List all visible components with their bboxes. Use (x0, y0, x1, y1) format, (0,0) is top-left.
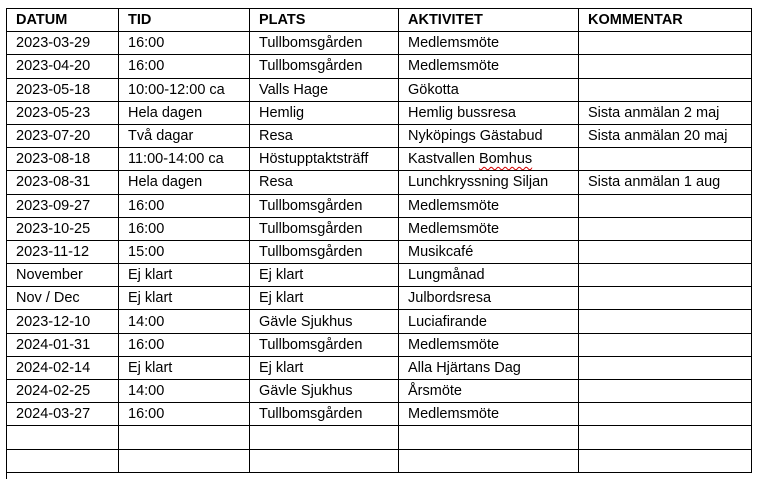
cell-datum[interactable]: 2023-08-31 (7, 171, 119, 194)
cell-datum[interactable]: 2023-05-18 (7, 78, 119, 101)
cell-aktivitet[interactable] (399, 426, 579, 449)
cell-kommentar[interactable]: Sista anmälan 20 maj (579, 124, 752, 147)
cell-datum[interactable]: 2023-07-20 (7, 124, 119, 147)
header-datum: DATUM (7, 9, 119, 32)
cell-plats[interactable] (250, 449, 399, 472)
cell-aktivitet[interactable]: Lunchkryssning Siljan (399, 171, 579, 194)
cell-datum[interactable]: Nov / Dec (7, 287, 119, 310)
cell-kommentar[interactable] (579, 264, 752, 287)
cell-plats[interactable]: Gävle Sjukhus (250, 310, 399, 333)
cell-aktivitet[interactable]: Medlemsmöte (399, 333, 579, 356)
cell-kommentar[interactable] (579, 194, 752, 217)
cell-tid[interactable]: Två dagar (119, 124, 250, 147)
cell-kommentar[interactable] (579, 380, 752, 403)
cell-aktivitet[interactable]: Julbordsresa (399, 287, 579, 310)
table-row (7, 101, 752, 124)
table-row (7, 171, 752, 194)
cell-datum[interactable] (7, 426, 119, 449)
cell-tid[interactable] (119, 449, 250, 472)
cell-tid[interactable]: 16:00 (119, 403, 250, 426)
cell-aktivitet[interactable]: Medlemsmöte (399, 403, 579, 426)
table-row (7, 194, 752, 217)
schedule-body (7, 32, 752, 473)
cell-kommentar[interactable] (579, 403, 752, 426)
page-edge-mark (6, 471, 7, 479)
cell-kommentar[interactable] (579, 240, 752, 263)
cell-plats[interactable]: Tullbomsgården (250, 403, 399, 426)
cell-aktivitet[interactable]: Lungmånad (399, 264, 579, 287)
cell-aktivitet[interactable] (399, 449, 579, 472)
cell-kommentar[interactable] (579, 426, 752, 449)
cell-aktivitet[interactable]: Nyköpings Gästabud (399, 124, 579, 147)
header-aktivitet: AKTIVITET (399, 9, 579, 32)
cell-tid[interactable]: 16:00 (119, 217, 250, 240)
cell-plats[interactable]: Tullbomsgården (250, 55, 399, 78)
cell-tid[interactable]: 16:00 (119, 55, 250, 78)
cell-kommentar[interactable]: Sista anmälan 2 maj (579, 101, 752, 124)
cell-plats[interactable]: Tullbomsgården (250, 333, 399, 356)
header-tid: TID (119, 9, 250, 32)
cell-tid[interactable]: Ej klart (119, 287, 250, 310)
cell-kommentar[interactable] (579, 356, 752, 379)
cell-aktivitet[interactable]: Luciafirande (399, 310, 579, 333)
cell-tid[interactable]: 16:00 (119, 32, 250, 55)
cell-datum[interactable]: 2023-12-10 (7, 310, 119, 333)
cell-kommentar[interactable] (579, 78, 752, 101)
table-row (7, 356, 752, 379)
table-row (7, 380, 752, 403)
table-row (7, 78, 752, 101)
cell-tid[interactable]: 14:00 (119, 310, 250, 333)
cell-datum[interactable]: 2023-08-18 (7, 148, 119, 171)
header-plats: PLATS (250, 9, 399, 32)
cell-aktivitet[interactable]: Medlemsmöte (399, 55, 579, 78)
cell-kommentar[interactable] (579, 217, 752, 240)
cell-aktivitet[interactable]: Medlemsmöte (399, 194, 579, 217)
schedule-table (6, 8, 752, 473)
cell-plats[interactable]: Tullbomsgården (250, 194, 399, 217)
cell-tid[interactable]: Hela dagen (119, 171, 250, 194)
cell-datum[interactable]: 2024-02-14 (7, 356, 119, 379)
cell-plats[interactable]: Tullbomsgården (250, 217, 399, 240)
cell-tid[interactable]: Ej klart (119, 264, 250, 287)
cell-datum[interactable]: 2023-03-29 (7, 32, 119, 55)
cell-plats[interactable]: Höstupptaktsträff (250, 148, 399, 171)
header-kommentar: KOMMENTAR (579, 9, 752, 32)
cell-datum[interactable]: 2023-10-25 (7, 217, 119, 240)
cell-kommentar[interactable] (579, 55, 752, 78)
cell-aktivitet[interactable]: Gökotta (399, 78, 579, 101)
table-row (7, 32, 752, 55)
cell-kommentar[interactable]: Sista anmälan 1 aug (579, 171, 752, 194)
cell-tid[interactable]: 10:00-12:00 ca (119, 78, 250, 101)
cell-plats[interactable]: Tullbomsgården (250, 32, 399, 55)
cell-datum[interactable] (7, 449, 119, 472)
cell-aktivitet[interactable]: Medlemsmöte (399, 217, 579, 240)
cell-kommentar[interactable] (579, 32, 752, 55)
cell-datum[interactable]: 2023-04-20 (7, 55, 119, 78)
cell-datum[interactable]: 2024-01-31 (7, 333, 119, 356)
cell-aktivitet[interactable]: Kastvallen Bomhus (399, 148, 579, 171)
cell-plats[interactable]: Resa (250, 124, 399, 147)
table-row (7, 217, 752, 240)
cell-aktivitet[interactable]: Musikcafé (399, 240, 579, 263)
cell-datum[interactable]: 2023-09-27 (7, 194, 119, 217)
cell-tid[interactable] (119, 426, 250, 449)
cell-tid[interactable]: 16:00 (119, 333, 250, 356)
cell-tid[interactable]: 16:00 (119, 194, 250, 217)
table-row (7, 449, 752, 472)
table-row (7, 310, 752, 333)
cell-plats[interactable]: Valls Hage (250, 78, 399, 101)
cell-tid[interactable]: Hela dagen (119, 101, 250, 124)
cell-kommentar[interactable] (579, 333, 752, 356)
cell-plats[interactable] (250, 426, 399, 449)
table-row (7, 333, 752, 356)
table-row (7, 240, 752, 263)
cell-aktivitet[interactable]: Alla Hjärtans Dag (399, 356, 579, 379)
schedule-document (6, 8, 752, 473)
spellcheck-underline: Bomhus (478, 151, 533, 168)
table-row (7, 287, 752, 310)
cell-tid[interactable]: 14:00 (119, 380, 250, 403)
table-row (7, 55, 752, 78)
cell-plats[interactable]: Gävle Sjukhus (250, 380, 399, 403)
cell-plats[interactable]: Resa (250, 171, 399, 194)
header-row (7, 9, 752, 32)
cell-kommentar[interactable] (579, 310, 752, 333)
cell-tid[interactable]: 11:00-14:00 ca (119, 148, 250, 171)
cell-kommentar[interactable] (579, 449, 752, 472)
cell-aktivitet[interactable]: Hemlig bussresa (399, 101, 579, 124)
cell-aktivitet[interactable]: Medlemsmöte (399, 32, 579, 55)
table-row (7, 403, 752, 426)
cell-kommentar[interactable] (579, 148, 752, 171)
cell-tid[interactable]: 15:00 (119, 240, 250, 263)
cell-plats[interactable]: Ej klart (250, 264, 399, 287)
cell-datum[interactable]: 2024-02-25 (7, 380, 119, 403)
cell-datum[interactable]: 2024-03-27 (7, 403, 119, 426)
cell-tid[interactable]: Ej klart (119, 356, 250, 379)
table-row (7, 264, 752, 287)
cell-plats[interactable]: Tullbomsgården (250, 240, 399, 263)
cell-datum[interactable]: 2023-11-12 (7, 240, 119, 263)
cell-datum[interactable]: 2023-05-23 (7, 101, 119, 124)
cell-aktivitet[interactable]: Årsmöte (399, 380, 579, 403)
cell-datum[interactable]: November (7, 264, 119, 287)
cell-plats[interactable]: Ej klart (250, 287, 399, 310)
cell-plats[interactable]: Ej klart (250, 356, 399, 379)
table-row (7, 124, 752, 147)
cell-kommentar[interactable] (579, 287, 752, 310)
table-row (7, 148, 752, 171)
table-row (7, 426, 752, 449)
cell-plats[interactable]: Hemlig (250, 101, 399, 124)
